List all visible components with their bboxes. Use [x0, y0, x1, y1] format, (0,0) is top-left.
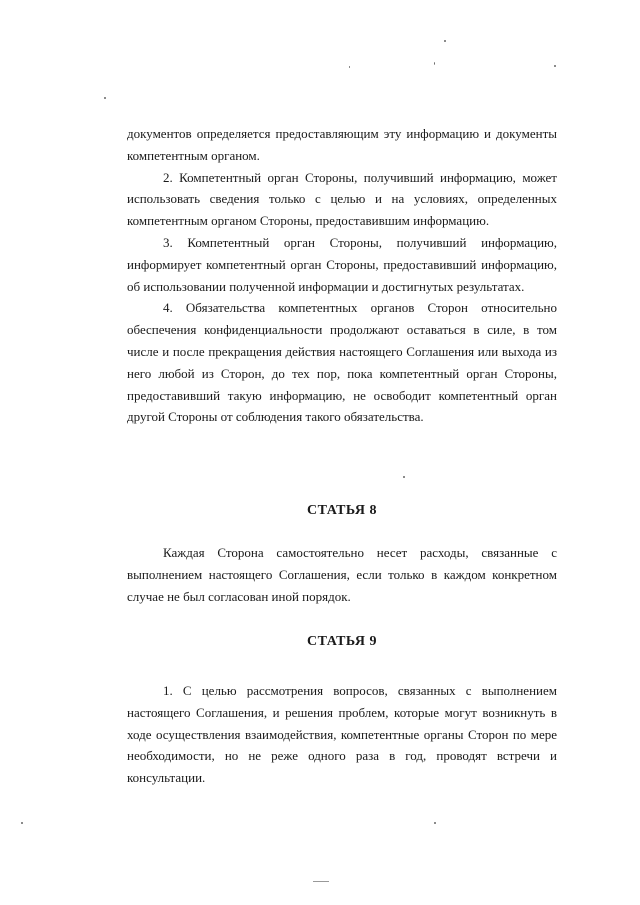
article-8-paragraph: Каждая Сторона самостоятельно несет расходы, связанные с выполнением настоящего Соглашения, если только в каждом конкретном случае не был согласован иной порядок. — [127, 545, 557, 604]
scan-speck — [21, 822, 23, 824]
paragraph-4: 4. Обязательства компетентных органов Сторон относительно обеспечения конфиденциальности продолжают оставаться в силе, в том числе и после прекращения действия настоящего Соглашения или выхода из него любой из Сторон, до тех пор, пока компетентный орган Стороны, предоставивший такую информацию, не освободит компетентный орган другой Стороны от соблюдения такого обязательства. — [127, 300, 557, 425]
scan-speck — [434, 822, 436, 824]
article-8-body — [127, 542, 557, 607]
scan-speck — [434, 62, 435, 65]
paragraph-3: 3. Компетентный орган Стороны, получивший информацию, информирует компетентный орган Стороны, предоставивший информацию, об использовании полученной информации и достигнутых результатах. — [127, 234, 557, 294]
article-7-continuation — [127, 123, 557, 428]
scan-speck — [349, 66, 350, 68]
paragraph-2: 2. Компетентный орган Стороны, получивший информацию, может использовать сведения только с целью и на условиях, определенных компетентным органом Стороны, предоставившим информацию. — [127, 169, 557, 229]
article-9-body — [127, 680, 557, 789]
scan-speck — [554, 65, 556, 67]
scan-speck — [444, 40, 446, 42]
article-8-heading: СТАТЬЯ 8 — [306, 503, 378, 518]
article-9-heading: СТАТЬЯ 9 — [306, 634, 378, 649]
scan-speck — [313, 881, 329, 882]
scan-speck — [104, 97, 106, 99]
paragraph-1-ending: документов определяется предоставляющим эту информацию и документы компетентным органом. — [127, 126, 557, 163]
article-9-paragraph-1: 1. С целью рассмотрения вопросов, связанных с выполнением настоящего Соглашения, и решения проблем, которые могут возникнуть в ходе осуществления взаимодействия, компетентные органы Сторон по мере необходимости, но не реже одного раза в год, проводят встречи и консультации. — [127, 683, 557, 786]
scan-speck — [403, 476, 405, 478]
